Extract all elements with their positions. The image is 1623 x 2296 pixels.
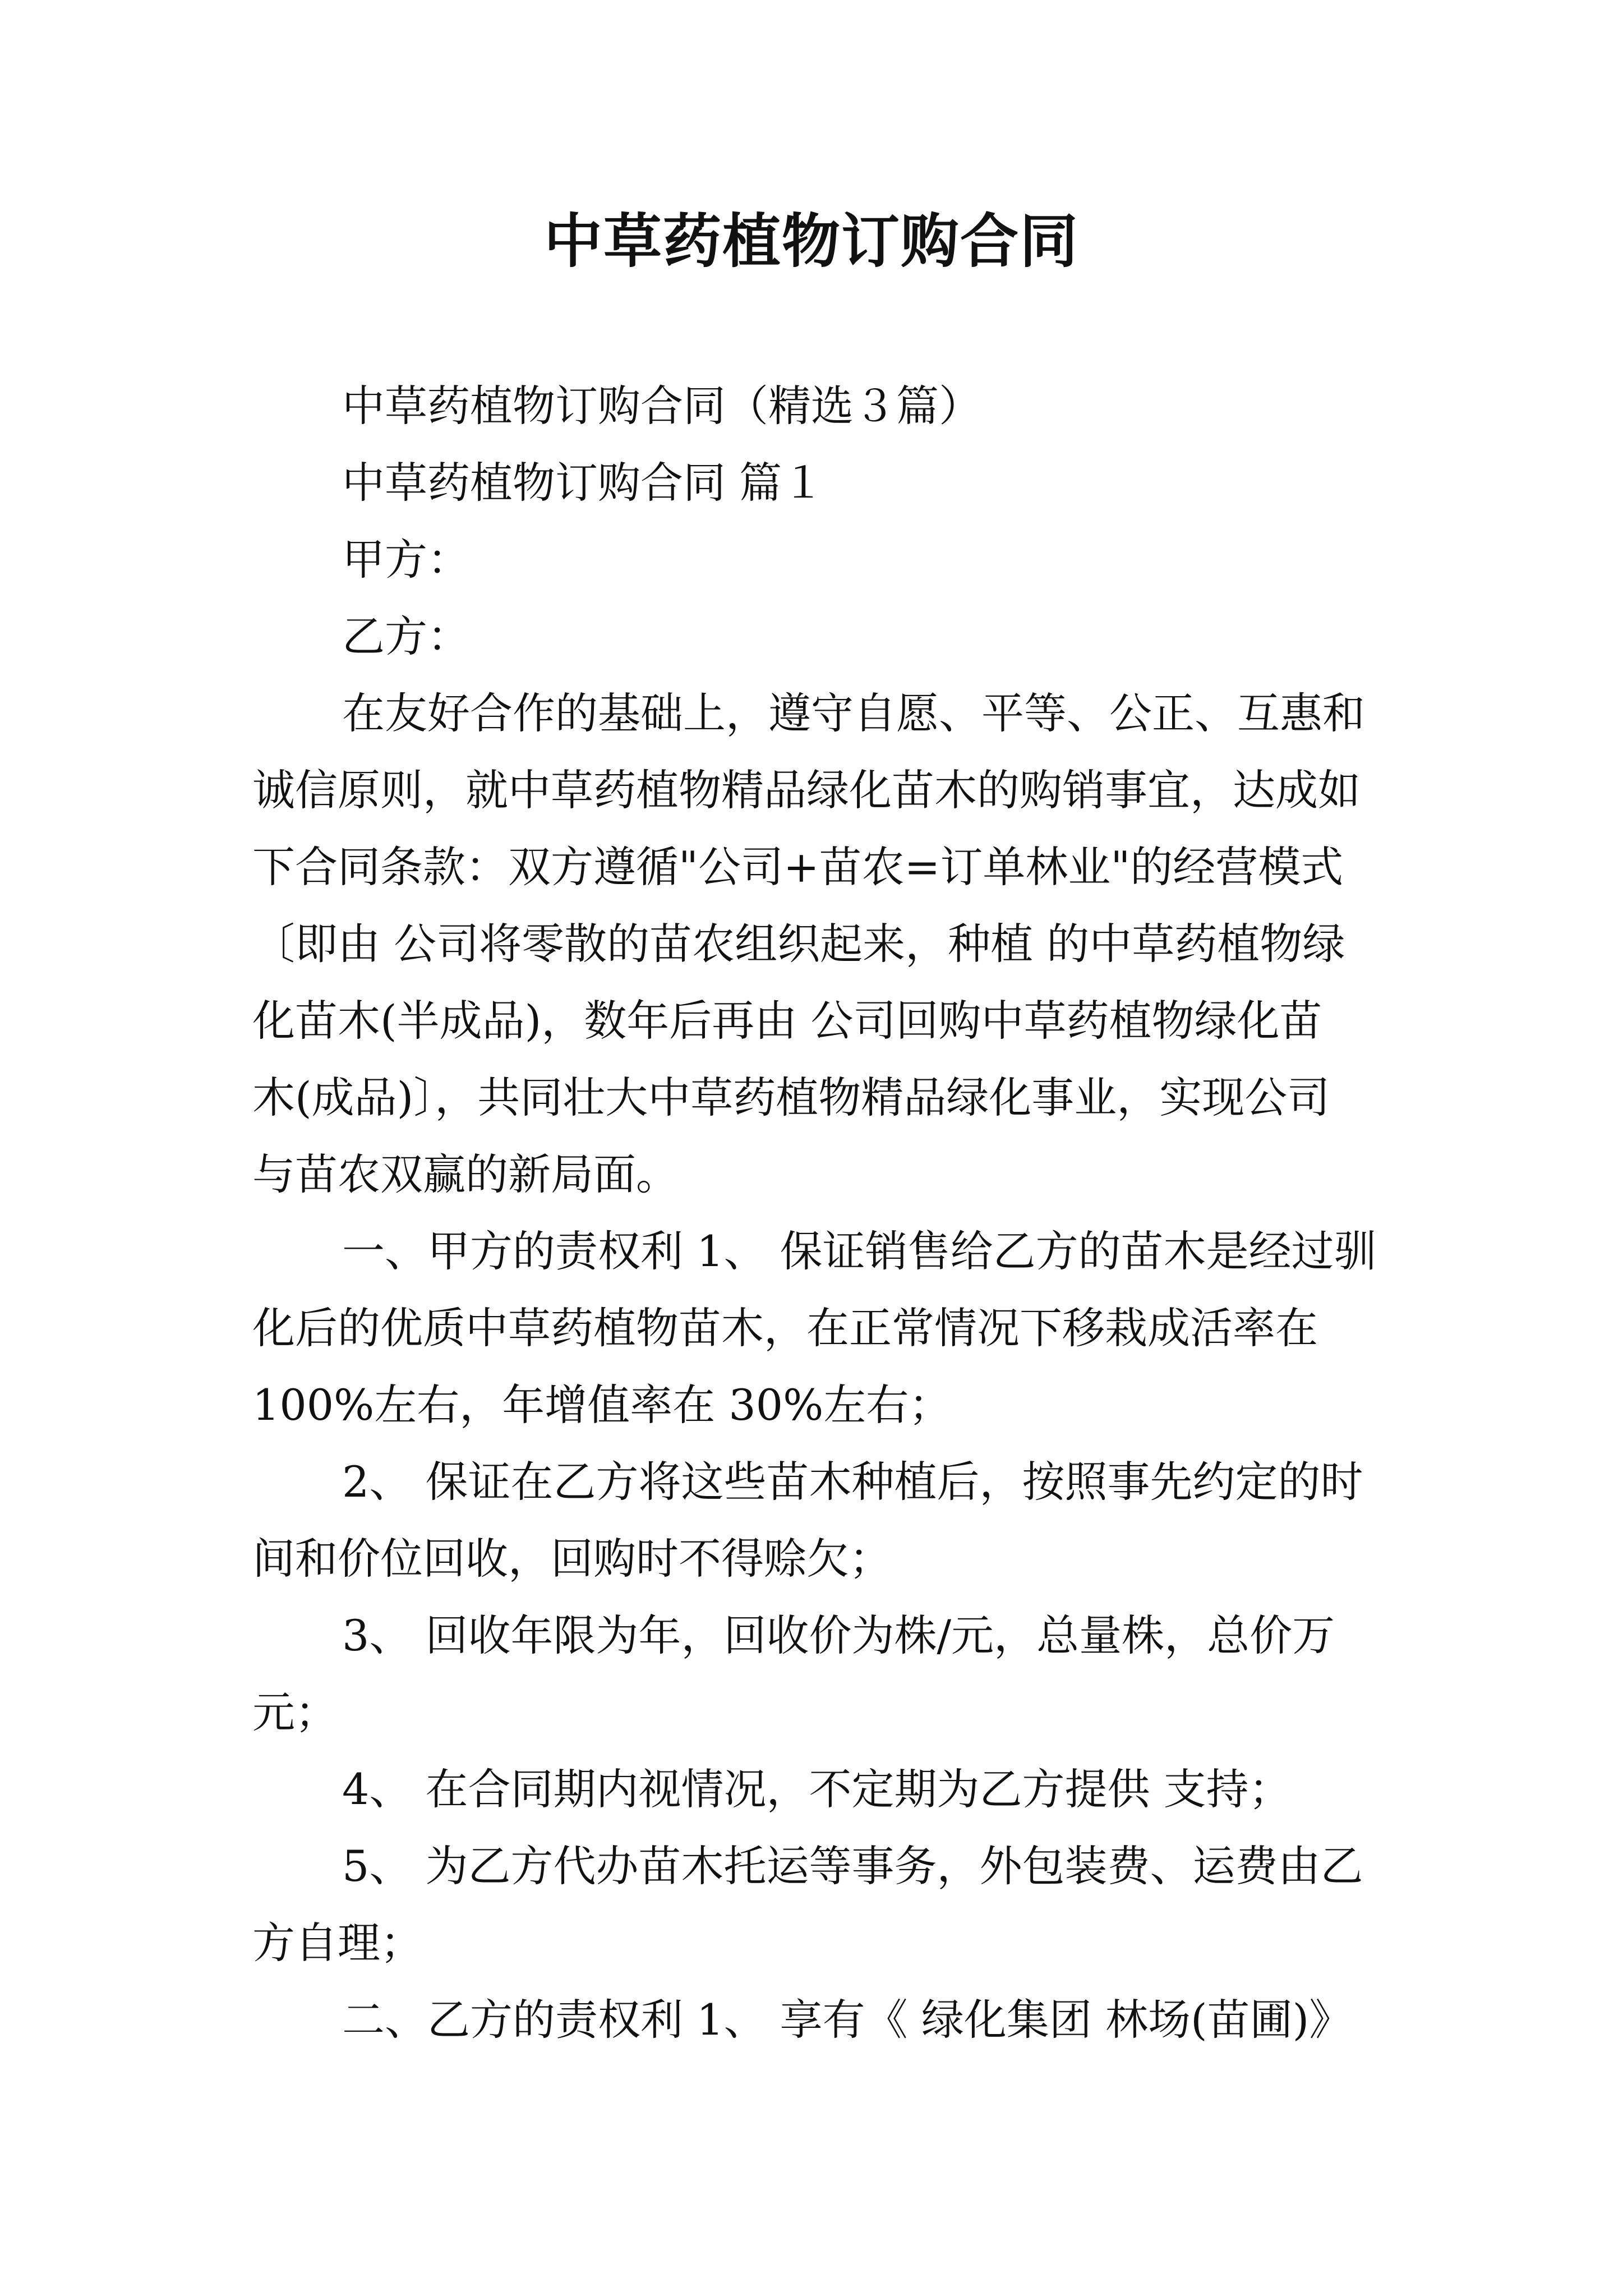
paragraph-line: 诚信原则，就中草药植物精品绿化苗木的购销事宜，达成如 bbox=[252, 765, 1361, 815]
document-body bbox=[252, 367, 1385, 2058]
document-title: 中草药植物订购合同 bbox=[543, 206, 1079, 275]
paragraph-line: 〔即由 公司将零散的苗农组织起来，种植 的中草药植物绿 bbox=[252, 919, 1345, 969]
paragraph-line: 中草药植物订购合同（精选３篇） bbox=[342, 381, 981, 431]
paragraph-line: 2、 保证在乙方将这些苗木种植后，按照事先约定的时 bbox=[342, 1457, 1363, 1507]
paragraph-line: 5、 为乙方代办苗木托运等事务，外包装费、运费由乙 bbox=[342, 1841, 1363, 1891]
paragraph-line: 间和价位回收，回购时不得赊欠； bbox=[252, 1534, 892, 1584]
paragraph-line: 化苗木(半成品)，数年后再由 公司回购中草药植物绿化苗 bbox=[252, 996, 1322, 1046]
paragraph-line: 化后的优质中草药植物苗木，在正常情况下移栽成活率在 bbox=[252, 1303, 1318, 1353]
paragraph-line: 方自理； bbox=[252, 1918, 423, 1968]
paragraph-line: 与苗农双赢的新局面。 bbox=[252, 1149, 679, 1199]
paragraph-line: 元； bbox=[252, 1687, 338, 1737]
paragraph-line: 100%左右，年增值率在 30%左右； bbox=[252, 1380, 952, 1430]
paragraph-line: 乙方： bbox=[342, 611, 470, 661]
paragraph-line: 木(成品)〕，共同壮大中草药植物精品绿化事业，实现公司 bbox=[252, 1073, 1330, 1122]
paragraph-line: 下合同条款：双方遵循"公司+苗农=订单林业"的经营模式 bbox=[252, 842, 1344, 892]
paragraph-line: 中草药植物订购合同 篇１ bbox=[342, 458, 825, 508]
paragraph-line: 在友好合作的基础上，遵守自愿、平等、公正、互惠和 bbox=[342, 688, 1365, 738]
paragraph-line: 甲方： bbox=[342, 535, 470, 585]
paragraph-line: 4、 在合同期内视情况，不定期为乙方提供 支持； bbox=[342, 1764, 1292, 1814]
paragraph-line: 3、 回收年限为年，回收价为株/元，总量株，总价万 bbox=[342, 1611, 1335, 1660]
paragraph-line: 一、甲方的责权利 1、 保证销售给乙方的苗木是经过驯 bbox=[342, 1226, 1377, 1276]
paragraph-line: 二、乙方的责权利 1、 享有《 绿化集团 林场(苗圃)》 bbox=[342, 1995, 1352, 2045]
